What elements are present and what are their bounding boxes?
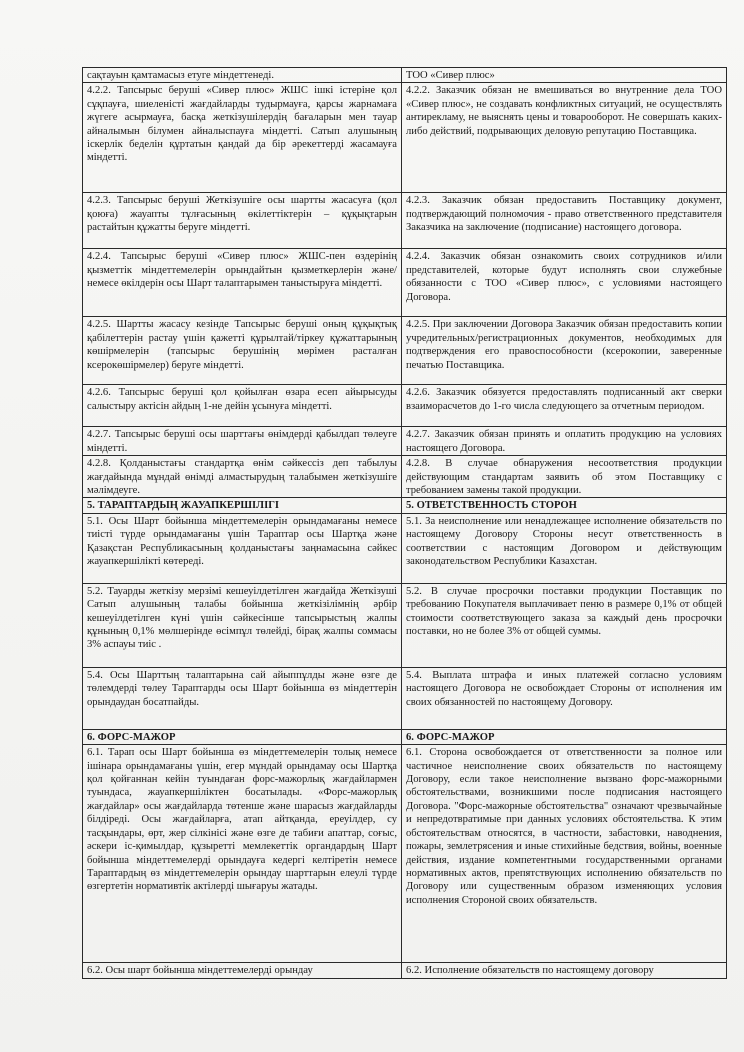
table-row [83,249,727,317]
table-row [83,385,727,427]
ru-cell: ТОО «Сивер плюс» [402,68,727,83]
ru-cell: 4.2.3. Заказчик обязан предоставить Поставщику документ, подтверждающий полномочия - право ответственного представителя Заказчика на заключение (подписание) настоящего договора. [402,193,727,249]
section-header-row [83,729,727,744]
table-row [83,583,727,667]
table-row [83,193,727,249]
ru-cell: 4.2.4. Заказчик обязан ознакомить своих сотрудников и/или представителей, которые будут исполнять свои служебные обязанности с ТОО «Сивер плюс», с условиями настоящего Договора. [402,249,727,317]
contract-table [82,67,727,979]
section-title-ru: 6. ФОРС-МАЖОР [402,729,727,744]
kz-cell: 5.2. Тауарды жеткізу мерзімі кешеуілдетілген жағдайда Жеткізуші Сатып алушының талабы бойынша жеткізілімнің әрбір кешеуілдетілген күні үшін сәйкесінше тапсырыстың жалпы құнының 0,1% мөлшерінде өсімпұл төлейді, бірақ жалпы соммасы 3% аспауы тиіс . [83,583,402,667]
table-row [83,68,727,83]
kz-cell: 6.1. Тарап осы Шарт бойынша өз міндеттемелерін толық немесе ішінара орындамағаны үшін, егер мұндай орындамау осы Шартқа қол қойғаннан кейін туындаған форс-мажорлық жағдайлармен туындаса, жауапкершіліктен босатылады. «Форс-мажорлық жағдайлар» осы жағдайларда төтенше және шарасыз жағдайларды білдіреді. Осы жағдайларға, атап айтқанда, ереуілдер, су тасқындары, өрт, жер сілкінісі және өзге де табиғи апаттар, соғыс, әскери іс-қимылдар, құзыретті мемлекеттік органдардың Шарт бойынша міндеттемелерді орындауға кедергі келтіретін немесе Тараптардың өз міндеттемелерін орындау шарттарын елеулі түрде өзгертетін нормативтік актілерді шығаруы жатады. [83,745,402,963]
table-row [83,427,727,456]
table-row [83,513,727,583]
kz-cell: сақтауын қамтамасыз етуге міндеттенеді. [83,68,402,83]
ru-cell: 4.2.7. Заказчик обязан принять и оплатить продукцию на условиях настоящего Договора. [402,427,727,456]
kz-cell: 5.1. Осы Шарт бойынша міндеттемелерін орындамағаны немесе тиісті түрде орындамағаны үшін Тараптар осы Шартқа және Қазақстан Республикасының қолданыстағы заңнамасына сәйкес жауапкершілікті көтереді. [83,513,402,583]
ru-cell: 5.4. Выплата штрафа и иных платежей согласно условиям настоящего Договора не освобождает Стороны от исполнения им своих обязанностей по настоящему Договору. [402,667,727,729]
section-title-kz: 5. ТАРАПТАРДЫҢ ЖАУАПКЕРШІЛІГІ [83,498,402,513]
kz-cell: 4.2.3. Тапсырыс беруші Жеткізушіге осы шартты жасасуға (қол қоюға) жауапты тұлғасының өкілеттіктерін – құқықтарын растайтын құжатты беруге міндетті. [83,193,402,249]
table-row [83,83,727,193]
ru-cell: 4.2.8. В случае обнаружения несоответствия продукции действующим стандартам заявить об этом Поставщику с требованием замены такой продукции. [402,456,727,498]
ru-cell: 6.2. Исполнение обязательств по настоящему договору [402,963,727,978]
table-row [83,963,727,978]
section-title-ru: 5. ОТВЕТСТВЕННОСТЬ СТОРОН [402,498,727,513]
table-row [83,667,727,729]
kz-cell: 5.4. Осы Шарттың талаптарына сай айыппұлды және өзге де төлемдерді төлеу Тараптарды осы Шарт бойынша өз міндеттерін орындаудан босатпайды. [83,667,402,729]
kz-cell: 4.2.8. Қолданыстағы стандартқа өнім сәйкессіз деп табылуы жағдайында мұндай өнімді алмастырудың талабымен жеткізушіге мәлімдеуге. [83,456,402,498]
table-row [83,745,727,963]
kz-cell: 6.2. Осы шарт бойынша міндеттемелерді орындау [83,963,402,978]
kz-cell: 4.2.5. Шартты жасасу кезінде Тапсырыс беруші оның құқықтық қабілеттерін растау үшін қажетті құрылтай/тіркеу құжаттарының көшірмелерін (тапсырыс берушінің мөрімен расталған ксерокөшірмелер) беруге міндетті. [83,317,402,385]
table-row [83,456,727,498]
section-title-kz: 6. ФОРС-МАЖОР [83,729,402,744]
ru-cell: 4.2.6. Заказчик обязуется предоставлять подписанный акт сверки взаиморасчетов до 1-го числа следующего за отчетным периодом. [402,385,727,427]
ru-cell: 6.1. Сторона освобождается от ответственности за полное или частичное неисполнение своих обязательств по настоящему Договору, если такое неисполнение вызвано форс-мажорными обстоятельствами, возникшими после подписания настоящего Договора. "Форс-мажорные обстоятельства" означают чрезвычайные и непредотвратимые при данных условиях обстоятельства. К этим обстоятельствам относятся, в частности, забастовки, наводнения, пожары, землетрясения и иные стихийные бедствия, войны, военные действия, издание компетентными государственными органами нормативных актов, препятствующих исполнению обязательств по Договору или существенным образом изменяющих условия исполнения Стороной своих обязательств. [402,745,727,963]
ru-cell: 4.2.5. При заключении Договора Заказчик обязан предоставить копии учредительных/регистрационных документов, необходимых для подтверждения его правоспособности (ксерокопии, заверенные печатью Поставщика. [402,317,727,385]
ru-cell: 4.2.2. Заказчик обязан не вмешиваться во внутренние дела ТОО «Сивер плюс», не создавать конфликтных ситуаций, не осуществлять антирекламу, не выяснять цены и товарооборот. Не совершать каких-либо действий, подрывающих деловую репутацию Поставщика. [402,83,727,193]
section-header-row [83,498,727,513]
kz-cell: 4.2.7. Тапсырыс беруші осы шарттағы өнімдерді қабылдап төлеуге міндетті. [83,427,402,456]
ru-cell: 5.2. В случае просрочки поставки продукции Поставщик по требованию Покупателя выплачивает пеню в размере 0,1% от общей стоимости соответствующего заказа за каждый день просрочки поставки, но не более 3% от общей суммы. [402,583,727,667]
kz-cell: 4.2.6. Тапсырыс беруші қол қойылған өзара есеп айырысуды салыстыру актісін айдың 1-не дейін ұсынуға міндетті. [83,385,402,427]
ru-cell: 5.1. За неисполнение или ненадлежащее исполнение обязательств по настоящему Договору Стороны несут ответственность в соответствии с настоящим Договором и действующим законодательством Республики Казахстан. [402,513,727,583]
table-row [83,317,727,385]
kz-cell: 4.2.2. Тапсырыс беруші «Сивер плюс» ЖШС ішкі істеріне қол сұқпауға, шиеленісті жағдайларды тудырмауға, қарсы жарнамаға жүгеге асырмауға, басқа жеткізушілердің бағаларын мен тауар айналымын білумен айналыспауға міндетті. Сатып алушының іскерлік беделін құртатын қандай да бір әрекеттерді жасамауға міндетті. [83,83,402,193]
kz-cell: 4.2.4. Тапсырыс беруші «Сивер плюс» ЖШС-пен өздерінің қызметтік міндеттемелерін орындайтын қызметкерлерін және/немесе өкілдерін осы Шарт талаптарымен таныстыруға міндетті. [83,249,402,317]
